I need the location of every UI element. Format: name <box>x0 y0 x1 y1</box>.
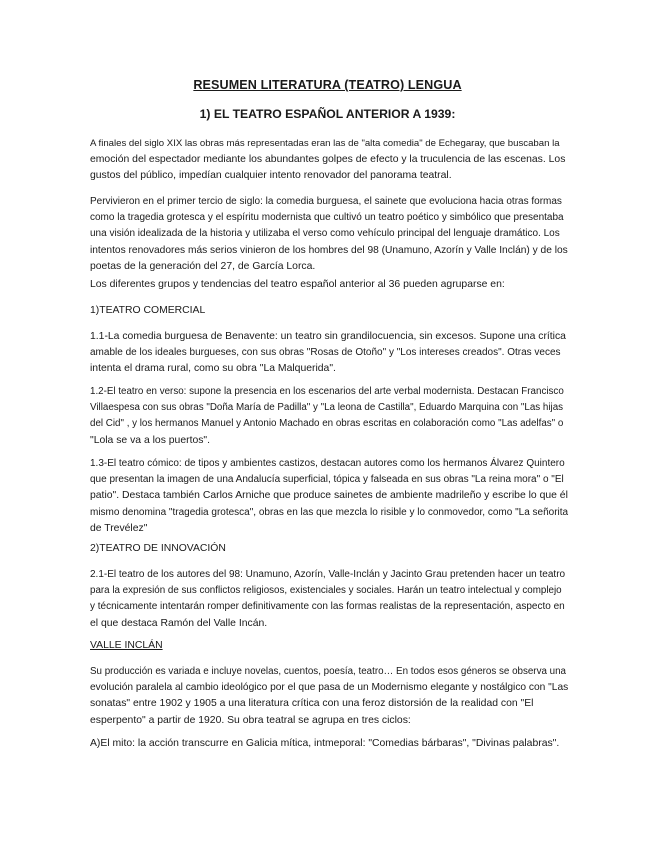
paragraph-el-mito <box>90 736 568 752</box>
heading-teatro-innovacion <box>90 541 568 557</box>
paragraph-line: esperpento" a partir de 1920. Su obra teatral se agrupa en tres ciclos: <box>90 714 411 726</box>
section-heading: 1) EL TEATRO ESPAÑOL ANTERIOR A 1939: <box>199 107 456 121</box>
paragraph-line: 1.2-El teatro en verso: supone la presencia en los escenarios del arte verbal modernista. Destacan Francisco <box>90 386 564 397</box>
paragraph-line: para la expresión de sus conflictos religiosos, existenciales y sociales. Harán un teatro intelectual y complejo <box>90 585 562 597</box>
paragraph-line: como la tragedia grotesca y el espíritu modernista que cultivó un teatro poético y simbólico que presentaba <box>90 212 564 224</box>
paragraph-line: del Cid" , y los hermanos Manuel y Antonio Machado en obras escritas en colaboración como "Las adelfas" o <box>90 418 564 430</box>
paragraph-line: intentos renovadores más serios vinieron de los hombres del 98 (Unamuno, Azorín y Valle Inclán) y de los <box>90 244 568 256</box>
paragraph-line: una visión idealizada de la historia y utilizaba el verso como vehículo principal del lenguaje dramático. Los <box>90 228 560 240</box>
paragraph-line: 1.3-El teatro cómico: de tipos y ambientes castizos, destacan autores como los hermanos Álvarez Quintero <box>90 458 565 469</box>
paragraph-grupos <box>90 277 568 293</box>
paragraph-line: amable de los ideales burgueses, con sus obras "Rosas de Otoño" y "Los intereses creados". Otras veces <box>90 347 561 359</box>
paragraph-line: emoción del espectador mediante los abundantes golpes de efecto y la truculencia de las escenas. Los <box>90 154 566 166</box>
paragraph-line: evolución paralela al cambio ideológico por el que pasa de un Modernismo elegante y nostálgico con "Las <box>90 682 569 694</box>
paragraph-line: Los diferentes grupos y tendencias del teatro español anterior al 36 pueden agruparse en: <box>90 279 505 290</box>
paragraph-line: poetas de la generación del 27, de García Lorca. <box>90 260 316 272</box>
paragraph-line: mismo denomina "tragedia grotesca", obras en las que mezcla lo risible y lo conmovedor, como "La señorita <box>90 506 569 518</box>
paragraph-line: que presentan la imagen de una Andalucía superficial, tópica y falseada en sus obras "La reina mora" o "El <box>90 474 564 486</box>
paragraph-line: Su producción es variada e incluye novelas, cuentos, poesía, teatro… En todos esos géneros se observa una <box>90 666 566 677</box>
paragraph-line: gustos del público, impedían cualquier intento renovador del panorama teatral. <box>90 170 452 182</box>
paragraph-line: intenta el drama rural, como su obra "La Malquerida". <box>90 363 336 375</box>
paragraph-line: 2)TEATRO DE INNOVACIÓN <box>90 543 226 554</box>
paragraph-line: 2.1-El teatro de los autores del 98: Unamuno, Azorín, Valle-Inclán y Jacinto Grau pretenden hacer un teatro <box>90 569 566 580</box>
heading-teatro-comercial <box>90 303 568 319</box>
paragraph-line: "Lola se va a los puertos". <box>90 434 211 446</box>
paragraph-line: sonatas" entre 1902 y 1905 a una literatura crítica con una feroz distorsión de la realidad con "El <box>90 698 534 710</box>
paragraph-comedia-burguesa <box>90 329 568 378</box>
paragraph-line: A)El mito: la acción transcurre en Galicia mítica, intmeporal: "Comedias bárbaras", "Divinas palabras". <box>90 738 560 749</box>
paragraph-line: 1.1-La comedia burguesa de Benavente: un teatro sin grandilocuencia, sin excesos. Supone una crítica <box>90 331 566 342</box>
paragraph-autores-98 <box>90 567 568 632</box>
paragraph-pervivencia <box>90 194 568 275</box>
paragraph-line: patio". Destaca también Carlos Arniche que produce sainetes de ambiente madrileño y escribe lo que él <box>90 490 568 502</box>
paragraph-line: 1)TEATRO COMERCIAL <box>90 305 206 316</box>
paragraph-teatro-comico <box>90 456 568 537</box>
paragraph-intro <box>90 136 568 185</box>
paragraph-line: VALLE INCLÁN <box>90 640 163 651</box>
paragraph-line: de Trevélez" <box>90 522 148 534</box>
paragraph-line: Pervivieron en el primer tercio de siglo: la comedia burguesa, el sainete que evoluciona hacia otras formas <box>90 196 562 207</box>
paragraph-teatro-verso <box>90 384 568 449</box>
paragraph-line: el que destaca Ramón del Valle Incán. <box>90 617 268 629</box>
paragraph-line: y técnicamente intentarán romper definitivamente con las formas realistas de la representación, aspecto en <box>90 601 565 613</box>
document-title: RESUMEN LITERATURA (TEATRO) LENGUA <box>193 78 462 92</box>
paragraph-line: A finales del siglo XIX las obras más representadas eran las de "alta comedia" de Echegaray, que buscaban la <box>90 138 560 149</box>
paragraph-line: Villaespesa con sus obras "Doña María de Padilla" y "La leona de Castilla", Eduardo Marquina con "Las hijas <box>90 402 564 414</box>
heading-valle-inclan <box>90 638 568 654</box>
paragraph-produccion <box>90 664 568 729</box>
